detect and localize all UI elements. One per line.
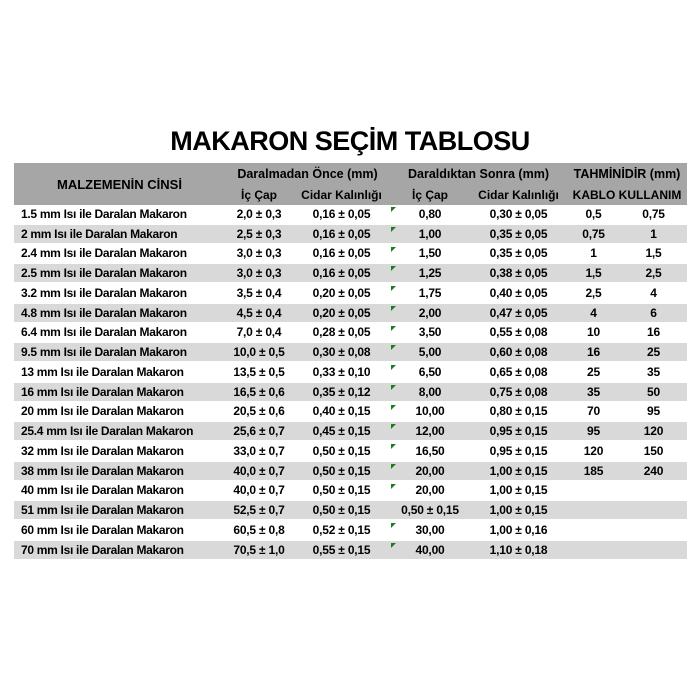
cell-kablo-min: 120 (583, 443, 604, 458)
table-row (14, 462, 687, 482)
cell-error-indicator-icon (391, 306, 396, 311)
header-kablo-kullanim: KABLO KULLANIM (572, 187, 682, 202)
table-row (14, 383, 687, 403)
cell-kablo-max: 1 (650, 226, 657, 241)
header-estimate-subrow (567, 184, 687, 205)
cell-ic-cap-once: 40,0 ± 0,7 (233, 483, 285, 498)
header-estimate-label: TAHMİNİDİR (mm) (573, 166, 681, 181)
cell-kablo-min (567, 541, 620, 559)
cell-kablo-min: 16 (587, 345, 600, 360)
cell-kablo-max: 1,5 (645, 246, 662, 261)
cell-material: 51 mm Isı ile Daralan Makaron (21, 503, 184, 518)
table-row (14, 482, 687, 502)
cell-error-indicator-icon (391, 266, 396, 271)
cell-kablo-min: 1,5 (585, 266, 602, 281)
cell-kablo-max: 16 (647, 325, 660, 340)
cell-ic-cap-sonra: 3,50 (390, 324, 470, 342)
cell-error-indicator-icon (391, 227, 396, 232)
table-header (14, 163, 687, 205)
cell-cidar-sonra: 1,10 ± 0,18 (489, 542, 548, 557)
cell-error-indicator-icon (391, 543, 396, 548)
table-row (14, 284, 687, 304)
cell-ic-cap-sonra: 20,00 (390, 482, 470, 500)
cell-cidar-once: 0,52 ± 0,15 (312, 522, 371, 537)
cell-ic-cap-sonra: 8,00 (390, 383, 470, 401)
cell-cidar-sonra: 0,40 ± 0,05 (489, 285, 548, 300)
cell-error-indicator-icon (391, 424, 396, 429)
cell-material: 20 mm Isı ile Daralan Makaron (21, 404, 184, 419)
table-body (14, 205, 687, 561)
cell-cidar-sonra: 0,80 ± 0,15 (489, 404, 548, 419)
cell-cidar-sonra: 1,00 ± 0,15 (489, 503, 548, 518)
cell-kablo-min: 70 (587, 404, 600, 419)
cell-error-indicator-icon (391, 464, 396, 469)
cell-error-indicator-icon (391, 286, 396, 291)
header-group-after (390, 163, 567, 205)
cell-error-indicator-icon (391, 326, 396, 331)
cell-cidar-once: 0,16 ± 0,05 (312, 206, 371, 221)
cell-cidar-once: 0,50 ± 0,15 (312, 483, 371, 498)
table-row (14, 403, 687, 423)
cell-cidar-once: 0,20 ± 0,05 (312, 285, 371, 300)
table-row (14, 442, 687, 462)
cell-kablo-min: 10 (587, 325, 600, 340)
cell-material: 2.5 mm Isı ile Daralan Makaron (21, 266, 187, 281)
cell-ic-cap-once: 10,0 ± 0,5 (233, 345, 285, 360)
cell-cidar-once: 0,45 ± 0,15 (312, 424, 371, 439)
cell-kablo-max: 0,75 (642, 206, 665, 221)
cell-ic-cap-once: 70,5 ± 1,0 (233, 542, 285, 557)
cell-ic-cap-sonra: 16,50 (390, 442, 470, 460)
cell-kablo-max: 95 (647, 404, 660, 419)
cell-kablo-min: 95 (587, 424, 600, 439)
cell-ic-cap-sonra: 40,00 (390, 541, 470, 559)
cell-material: 1.5 mm Isı ile Daralan Makaron (21, 206, 187, 221)
cell-cidar-once: 0,40 ± 0,15 (312, 404, 371, 419)
cell-cidar-sonra: 0,60 ± 0,08 (489, 345, 548, 360)
cell-cidar-sonra: 0,38 ± 0,05 (489, 266, 548, 281)
cell-material: 25.4 mm Isı ile Daralan Makaron (21, 424, 194, 439)
table-row (14, 501, 687, 521)
cell-kablo-max (620, 501, 687, 519)
cell-ic-cap-sonra: 2,00 (390, 304, 470, 322)
cell-ic-cap-once: 7,0 ± 0,4 (236, 325, 282, 340)
cell-ic-cap-once: 16,5 ± 0,6 (233, 384, 285, 399)
cell-cidar-once: 0,16 ± 0,05 (312, 226, 371, 241)
cell-ic-cap-once: 3,0 ± 0,3 (236, 266, 282, 281)
cell-cidar-sonra: 0,65 ± 0,08 (489, 364, 548, 379)
cell-material: 3.2 mm Isı ile Daralan Makaron (21, 285, 187, 300)
header-before-label: Daralmadan Önce (mm) (237, 166, 378, 181)
cell-ic-cap-sonra: 20,00 (390, 462, 470, 480)
cell-ic-cap-once: 60,5 ± 0,8 (233, 522, 285, 537)
table-row (14, 304, 687, 324)
table-row (14, 324, 687, 344)
cell-cidar-once: 0,16 ± 0,05 (312, 246, 371, 261)
cell-ic-cap-sonra: 1,50 (390, 245, 470, 263)
cell-cidar-once: 0,28 ± 0,05 (312, 325, 371, 340)
header-after-subrow (390, 184, 567, 205)
cell-ic-cap-once: 2,5 ± 0,3 (236, 226, 282, 241)
cell-error-indicator-icon (391, 345, 396, 350)
cell-kablo-min: 2,5 (585, 285, 602, 300)
cell-kablo-min (567, 521, 620, 539)
cell-material: 2 mm Isı ile Daralan Makaron (21, 226, 178, 241)
header-before-cidar: Cidar Kalınlığı (301, 187, 382, 202)
cell-kablo-max: 120 (643, 424, 664, 439)
cell-cidar-once: 0,50 ± 0,15 (312, 503, 371, 518)
cell-cidar-once: 0,20 ± 0,05 (312, 305, 371, 320)
cell-ic-cap-once: 3,5 ± 0,4 (236, 285, 282, 300)
cell-kablo-max: 35 (647, 364, 660, 379)
header-after-label: Daraldıktan Sonra (mm) (407, 166, 549, 181)
cell-ic-cap-once: 25,6 ± 0,7 (233, 424, 285, 439)
cell-kablo-max (620, 482, 687, 500)
cell-ic-cap-once: 33,0 ± 0,7 (233, 443, 285, 458)
cell-cidar-once: 0,33 ± 0,10 (312, 364, 371, 379)
cell-ic-cap-once: 3,0 ± 0,3 (236, 246, 282, 261)
header-group-before (225, 163, 390, 205)
cell-material: 16 mm Isı ile Daralan Makaron (21, 384, 184, 399)
cell-kablo-max: 6 (650, 305, 657, 320)
cell-cidar-once: 0,55 ± 0,15 (312, 542, 371, 557)
cell-ic-cap-sonra: 5,00 (390, 343, 470, 361)
cell-material: 6.4 mm Isı ile Daralan Makaron (21, 325, 187, 340)
cell-material: 40 mm Isı ile Daralan Makaron (21, 483, 184, 498)
cell-cidar-sonra: 0,55 ± 0,08 (489, 325, 548, 340)
cell-material: 13 mm Isı ile Daralan Makaron (21, 364, 184, 379)
cell-kablo-max: 25 (647, 345, 660, 360)
cell-material: 9.5 mm Isı ile Daralan Makaron (21, 345, 187, 360)
table-row (14, 205, 687, 225)
cell-cidar-sonra: 1,00 ± 0,15 (489, 483, 548, 498)
cell-cidar-sonra: 0,95 ± 0,15 (489, 443, 548, 458)
cell-cidar-once: 0,50 ± 0,15 (312, 443, 371, 458)
cell-cidar-once: 0,30 ± 0,08 (312, 345, 371, 360)
header-after-ic-cap: İç Çap (411, 187, 448, 202)
header-after-cidar: Cidar Kalınlığı (478, 187, 559, 202)
cell-ic-cap-once: 20,5 ± 0,6 (233, 404, 285, 419)
cell-error-indicator-icon (391, 207, 396, 212)
table-row (14, 422, 687, 442)
cell-error-indicator-icon (391, 523, 396, 528)
cell-material: 60 mm Isı ile Daralan Makaron (21, 522, 184, 537)
cell-cidar-sonra: 0,95 ± 0,15 (489, 424, 548, 439)
header-before-subrow (225, 184, 390, 205)
cell-kablo-max (620, 541, 687, 559)
cell-ic-cap-once: 4,5 ± 0,4 (236, 305, 282, 320)
cell-ic-cap-once: 40,0 ± 0,7 (233, 463, 285, 478)
header-group-estimate (567, 163, 687, 205)
cell-error-indicator-icon (391, 444, 396, 449)
cell-kablo-min: 1 (590, 246, 597, 261)
cell-ic-cap-sonra: 1,00 (390, 225, 470, 243)
table-row (14, 343, 687, 363)
cell-cidar-sonra: 0,47 ± 0,05 (489, 305, 548, 320)
cell-material: 38 mm Isı ile Daralan Makaron (21, 463, 184, 478)
table-row (14, 245, 687, 265)
cell-cidar-sonra: 1,00 ± 0,16 (489, 522, 548, 537)
cell-cidar-sonra: 0,30 ± 0,05 (489, 206, 548, 221)
cell-kablo-min: 4 (590, 305, 597, 320)
cell-kablo-max: 150 (643, 443, 664, 458)
cell-material: 4.8 mm Isı ile Daralan Makaron (21, 305, 187, 320)
cell-material: 70 mm Isı ile Daralan Makaron (21, 542, 184, 557)
table-row (14, 521, 687, 541)
cell-kablo-max: 2,5 (645, 266, 662, 281)
cell-error-indicator-icon (391, 385, 396, 390)
cell-ic-cap-sonra: 6,50 (390, 363, 470, 381)
cell-ic-cap-sonra: 1,25 (390, 264, 470, 282)
cell-error-indicator-icon (391, 247, 396, 252)
table-row (14, 363, 687, 383)
cell-cidar-sonra: 0,75 ± 0,08 (489, 384, 548, 399)
table-row (14, 264, 687, 284)
cell-kablo-min (567, 501, 620, 519)
cell-cidar-sonra: 1,00 ± 0,15 (489, 463, 548, 478)
cell-ic-cap-sonra: 30,00 (390, 521, 470, 539)
cell-cidar-once: 0,16 ± 0,05 (312, 266, 371, 281)
cell-ic-cap-sonra: 0,80 (390, 205, 470, 223)
cell-ic-cap-sonra: 10,00 (390, 403, 470, 421)
cell-material: 2.4 mm Isı ile Daralan Makaron (21, 246, 187, 261)
cell-kablo-min: 25 (587, 364, 600, 379)
cell-kablo-max: 240 (643, 463, 664, 478)
cell-kablo-min: 185 (583, 463, 604, 478)
table-row (14, 541, 687, 561)
makaron-selection-table (14, 163, 687, 561)
header-material: MALZEMENİN CİNSİ (57, 176, 182, 192)
cell-error-indicator-icon (391, 484, 396, 489)
cell-ic-cap-sonra: 12,00 (390, 422, 470, 440)
cell-kablo-min: 0,75 (582, 226, 605, 241)
cell-ic-cap-sonra: 1,75 (390, 284, 470, 302)
cell-kablo-min: 35 (587, 384, 600, 399)
cell-cidar-once: 0,35 ± 0,12 (312, 384, 371, 399)
cell-ic-cap-once: 2,0 ± 0,3 (236, 206, 282, 221)
cell-error-indicator-icon (391, 405, 396, 410)
cell-cidar-once: 0,50 ± 0,15 (312, 463, 371, 478)
cell-kablo-min: 0,5 (585, 206, 602, 221)
cell-ic-cap-once: 52,5 ± 0,7 (233, 503, 285, 518)
cell-ic-cap-once: 13,5 ± 0,5 (233, 364, 285, 379)
cell-error-indicator-icon (391, 365, 396, 370)
cell-kablo-max: 50 (647, 384, 660, 399)
cell-cidar-sonra: 0,35 ± 0,05 (489, 226, 548, 241)
cell-cidar-sonra: 0,35 ± 0,05 (489, 246, 548, 261)
cell-material: 32 mm Isı ile Daralan Makaron (21, 443, 184, 458)
cell-ic-cap-sonra: 0,50 ± 0,15 (401, 503, 459, 518)
cell-kablo-max: 4 (650, 285, 657, 300)
cell-kablo-max (620, 521, 687, 539)
header-before-ic-cap: İç Çap (240, 187, 277, 202)
cell-kablo-min (567, 482, 620, 500)
page-title: MAKARON SEÇİM TABLOSU (170, 126, 530, 156)
table-row (14, 225, 687, 245)
